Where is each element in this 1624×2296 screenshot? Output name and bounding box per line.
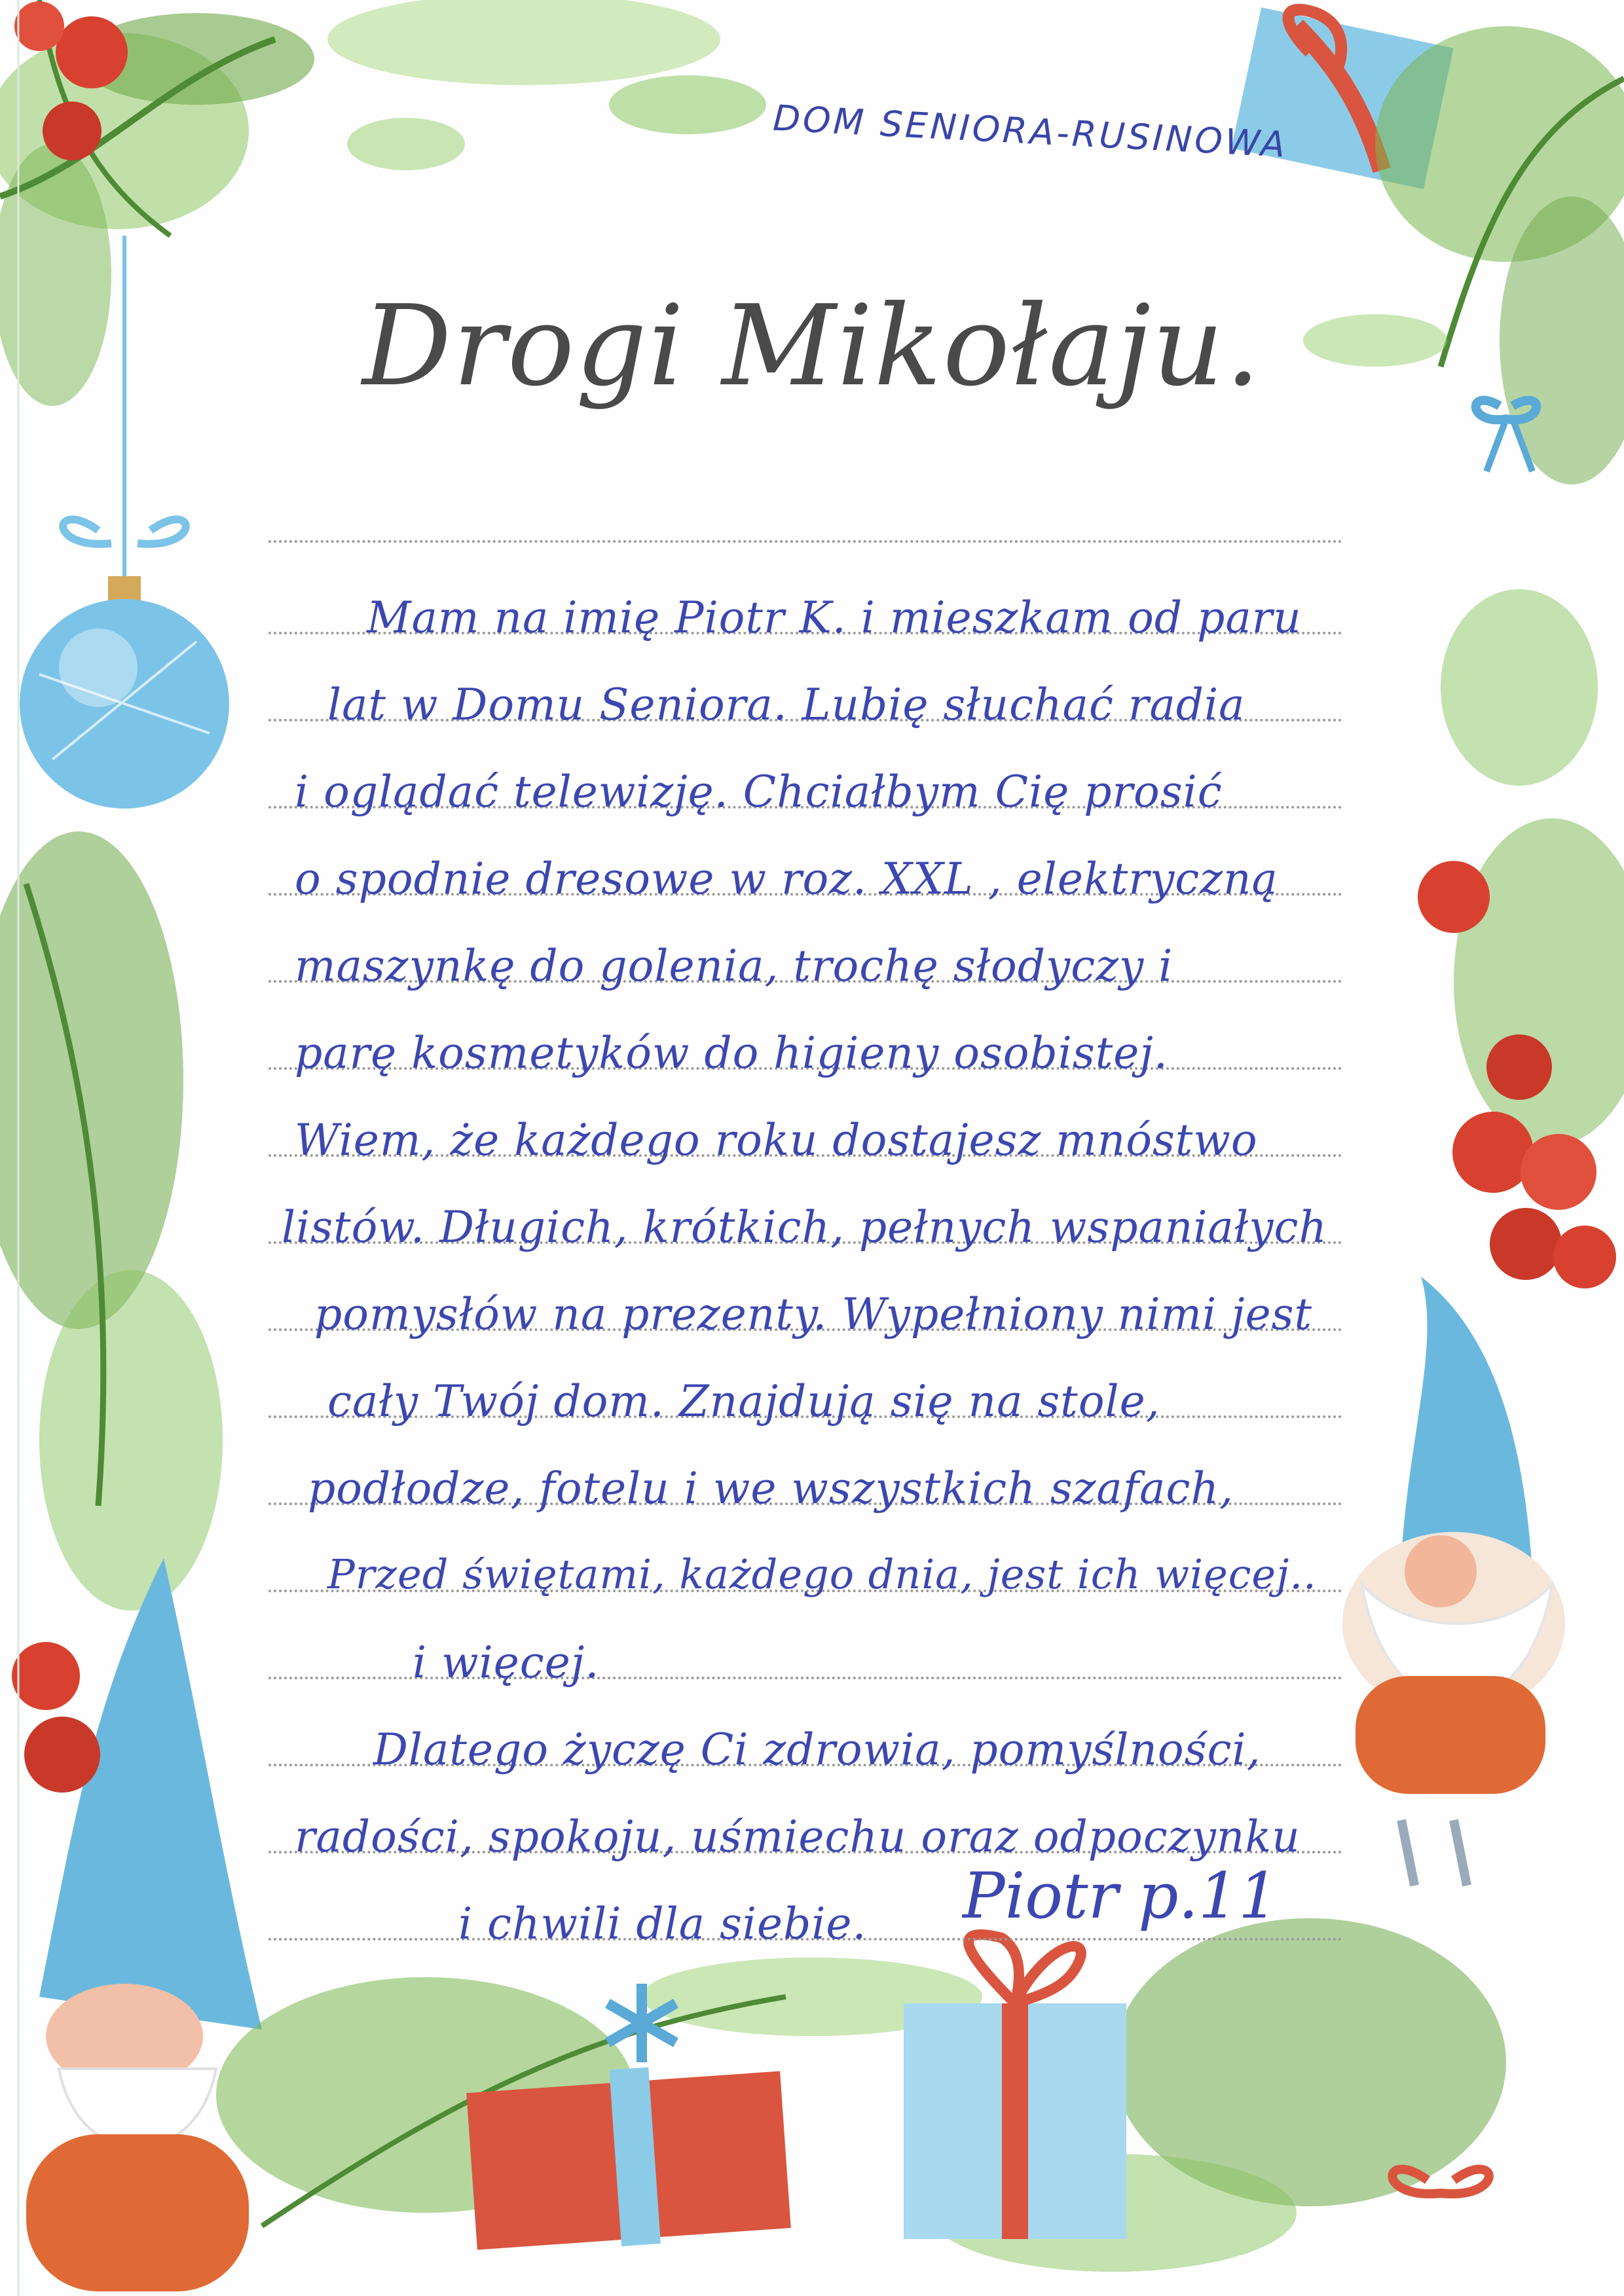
letter-line: Przed świętami, każdego dnia, jest ich więcej..: [327, 1550, 1317, 1598]
pine-branch-icon: [0, 831, 223, 1611]
ruled-line: [268, 540, 1342, 543]
letter-line: i oglądać telewizję. Chciałbym Cię prosić: [295, 767, 1223, 817]
letter-line: Wiem, że każdego roku dostajesz mnóstwo: [295, 1115, 1258, 1165]
gnome-icon: [1342, 1277, 1565, 1886]
letter-line: listów. Długich, krótkich, pełnych wspaniałych: [282, 1202, 1327, 1252]
letter-line: pomysłów na prezenty. Wypełniony nimi jest: [314, 1289, 1313, 1339]
letter-title: Drogi Mikołaju.: [362, 282, 1262, 411]
letter-line: Mam na imię Piotr K. i mieszkam od paru: [367, 592, 1302, 643]
sender-note: DOM SENIORA-RUSINOWA: [771, 97, 1289, 166]
letter-line: maszynkę do golenia, trochę słodyczy i: [295, 941, 1173, 991]
letter-line: radości, spokoju, uśmiechu oraz odpoczynku: [295, 1812, 1301, 1862]
signature: Piotr p.11: [963, 1859, 1279, 1933]
letter-line: o spodnie dresowe w roz. XXL , elektryczną: [295, 854, 1278, 904]
letter-line: cały Twój dom. Znajdują się na stole,: [327, 1376, 1160, 1427]
letter-line: podłodze, fotelu i we wszystkich szafach,: [308, 1463, 1234, 1514]
berry-icon: [12, 1642, 100, 1793]
letter-line: Dlatego życzę Ci zdrowia, pomyślności,: [373, 1724, 1261, 1775]
letter-line: parę kosmetyków do higieny osobistej.: [295, 1028, 1168, 1078]
letter-line: i więcej.: [413, 1637, 600, 1688]
letter-line: lat w Domu Seniora. Lubię słuchać radia: [327, 680, 1246, 730]
letter-line: i chwili dla siebie.: [458, 1899, 867, 1949]
ruled-lines: [268, 0, 1342, 2296]
